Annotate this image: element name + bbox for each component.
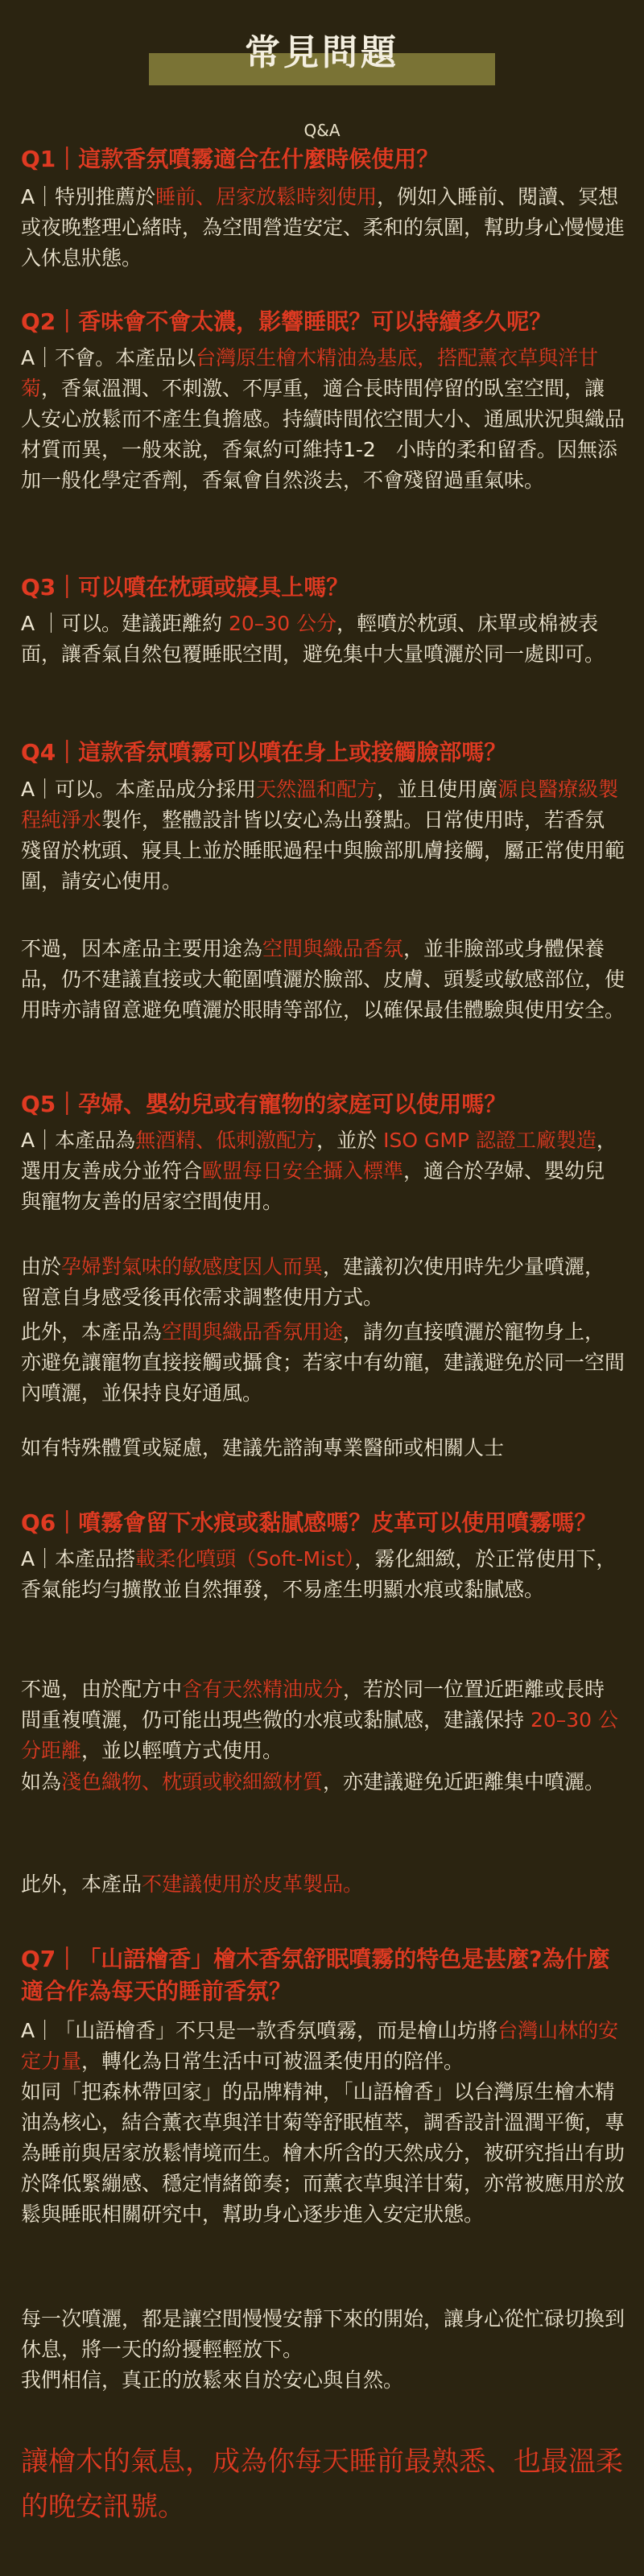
- faq-answer-7-p3: [21, 2304, 625, 2365]
- faq-answer-4-p1: [21, 774, 625, 897]
- answer-text: ，選用友善成分並符合: [21, 1129, 617, 1183]
- faq-answer-5-p1: [21, 1125, 625, 1217]
- faq-answer-5-p4: [21, 1433, 625, 1463]
- faq-question-6: Q6｜噴霧會留下水痕或黏膩感嗎？皮革可以使用噴霧嗎？: [21, 1509, 597, 1536]
- highlight-text: 天然溫和配方: [256, 778, 378, 801]
- answer-text: A｜不會。本產品以: [21, 346, 196, 369]
- highlight-text: 20–30 公分: [229, 612, 337, 635]
- title-block: [149, 29, 495, 77]
- highlight-text: 孕婦對氣味的敏感度因人而異: [61, 1255, 324, 1278]
- answer-text: 不過，因本產品主要用途為: [21, 937, 263, 960]
- faq-answer-6-p1: [21, 1544, 625, 1605]
- answer-text: ，輕噴於枕頭、床單或棉被表面，讓香氣自然包覆睡眠空間，避免集中大量噴灑於同一處即可。: [21, 612, 605, 666]
- highlight-text: 空間與織品香氛用途: [162, 1320, 344, 1344]
- faq-answer-4-p2: [21, 934, 625, 1026]
- answer-text: 如有特殊體質或疑慮，建議先諮詢專業醫師或相關人士: [21, 1436, 505, 1459]
- highlight-text: 不建議使用於皮革製品。: [142, 1872, 364, 1896]
- answer-text: A｜本產品為: [21, 1129, 136, 1152]
- answer-text: A｜特別推薦於: [21, 185, 156, 208]
- answer-text: ，建議初次使用時先少量噴灑，留意自身感受後再依需求調整使用方式。: [21, 1255, 605, 1309]
- highlight-text: 淺色織物、枕頭或較細緻材質: [61, 1770, 324, 1794]
- faq-answer-3-p1: [21, 609, 625, 670]
- answer-text: ，亦建議避免近距離集中噴灑。: [323, 1770, 605, 1794]
- answer-text: ，香氣溫潤、不刺激、不厚重，適合長時間停留的臥室空間，讓人安心放鬆而不產生負擔感。持續時間依空間大小、通風狀況與織品材質而異，一般來說，香氣約可維持1-2 小時的柔和留香。因無添加一般化學定香劑，香氣會自然淡去，不會殘留過重氣味。: [21, 377, 625, 492]
- answer-text: A｜可以。本產品成分採用: [21, 778, 257, 801]
- highlight-text: 台灣原生檜木精油為基底，搭配薰衣草與洋甘菊: [21, 346, 599, 400]
- faq-answer-5-p2: [21, 1252, 625, 1313]
- faq-question-5: Q5｜孕婦、嬰幼兒或有寵物的家庭可以使用嗎？: [21, 1091, 507, 1117]
- page-subtitle: Q&A: [303, 121, 341, 140]
- closing-slogan: 讓檜木的氣息，成為你每天睡前最熟悉、也最溫柔的晚安訊號。: [21, 2446, 623, 2523]
- faq-answer-2-p1: [21, 343, 625, 496]
- answer-text: ，霧化細緻，於正常使用下，香氣能均勻擴散並自然揮發，不易產生明顯水痕或黏膩感。: [21, 1547, 617, 1601]
- faq-answer-7-p2: [21, 2077, 625, 2230]
- faq-answer-6-p3: [21, 1767, 625, 1798]
- highlight-text: 20–30 公分距離: [21, 1708, 619, 1762]
- faq-question-4: Q4｜這款香氛噴霧可以噴在身上或接觸臉部嗎？: [21, 739, 507, 766]
- answer-text: 此外，本產品: [21, 1872, 142, 1896]
- faq-question-7: Q7｜「山語檜香」檜木香氛舒眠噴霧的特色是甚麼?為什麼適合作為每天的睡前香氛？: [21, 1946, 610, 2004]
- faq-answer-5-p3: [21, 1317, 625, 1409]
- answer-text: ，請勿直接噴灑於寵物身上，亦避免讓寵物直接接觸或攝食；若家中有幼寵，建議避免於同一空間內噴灑，並保持良好通風。: [21, 1320, 625, 1405]
- answer-text: 由於: [21, 1255, 62, 1278]
- answer-text: ，並於: [316, 1129, 384, 1152]
- answer-text: ，轉化為日常生活中可被溫柔使用的陪伴。: [81, 2050, 464, 2073]
- answer-text: 我們相信，真正的放鬆來自於安心與自然。: [21, 2368, 404, 2392]
- answer-text: ，並非臉部或身體保養品，仍不建議直接或大範圍噴灑於臉部、皮膚、頭髮或敏感部位，使用時亦請留意避免噴灑於眼睛等部位，以確保最佳體驗與使用安全。: [21, 937, 625, 1022]
- highlight-text: 睡前、居家放鬆時刻使用: [155, 185, 378, 208]
- answer-text: 如為: [21, 1770, 62, 1794]
- faq-answer-7-p1: [21, 2016, 625, 2077]
- highlight-text: 歐盟每日安全攝入標準: [202, 1159, 404, 1183]
- answer-text: ，適合於孕婦、嬰幼兒與寵物友善的居家空間使用。: [21, 1159, 605, 1213]
- faq-question-1: Q1｜這款香氛噴霧適合在什麼時候使用？: [21, 146, 440, 172]
- highlight-text: 含有天然精油成分: [182, 1678, 344, 1701]
- answer-text: ，並且使用廣: [377, 778, 498, 801]
- answer-text: 每一次噴灑，都是讓空間慢慢安靜下來的開始，讓身心從忙碌切換到休息，將一天的紛擾輕輕放下。: [21, 2307, 625, 2361]
- faq-answer-6-p4: [21, 1869, 625, 1900]
- highlight-text: 源良醫療級製程純淨水: [21, 778, 619, 832]
- highlight-text: 無酒精、低刺激配方: [135, 1129, 317, 1152]
- faq-question-3: Q3｜可以噴在枕頭或寢具上嗎？: [21, 574, 349, 601]
- answer-text: ，若於同一位置近距離或長時間重複噴灑，仍可能出現些微的水痕或黏膩感，建議保持: [21, 1678, 605, 1732]
- answer-text: ，並以輕噴方式使用。: [81, 1739, 283, 1762]
- faq-answer-6-p2: [21, 1674, 625, 1766]
- highlight-text: ISO GMP 認證工廠製造: [383, 1129, 597, 1152]
- highlight-text: 台灣山林的安定力量: [21, 2019, 619, 2073]
- answer-text: ，例如入睡前、閱讀、冥想或夜晚整理心緒時，為空間營造安定、柔和的氛圍，幫助身心慢慢進入休息狀態。: [21, 185, 625, 270]
- faq-question-2: Q2｜香味會不會太濃，影響睡眠？可以持續多久呢？: [21, 308, 552, 335]
- answer-text: 此外，本產品為: [21, 1320, 163, 1344]
- answer-text: A｜「山語檜香」不只是一款香氛噴霧，而是檜山坊將: [21, 2019, 498, 2042]
- answer-text: 不過，由於配方中: [21, 1678, 183, 1701]
- page-title: 常見問題: [245, 32, 399, 73]
- answer-text: 如同「把森林帶回家」的品牌精神，「山語檜香」以台灣原生檜木精油為核心，結合薰衣草與洋甘菊等舒眠植萃，調香設計溫潤平衡，專為睡前與居家放鬆情境而生。檜木所含的天然成分，被研究指出有助於降低緊繃感、穩定情緒節奏；而薰衣草與洋甘菊，亦常被應用於放鬆與睡眠相關研究中，幫助身心逐步進入安定狀態。: [21, 2080, 625, 2226]
- faq-answer-7-p4: [21, 2365, 625, 2396]
- faq-answer-1-p1: [21, 182, 625, 274]
- highlight-text: 載柔化噴頭（Soft-Mist）: [135, 1547, 355, 1571]
- answer-text: A ｜可以。建議距離約: [21, 612, 229, 635]
- answer-text: A｜本產品搭: [21, 1547, 136, 1571]
- highlight-text: 空間與織品香氛: [262, 937, 404, 960]
- answer-text: 製作，整體設計皆以安心為出發點。日常使用時，若香氛殘留於枕頭、寢具上並於睡眠過程中與臉部肌膚接觸，屬正常使用範圍，請安心使用。: [21, 808, 625, 893]
